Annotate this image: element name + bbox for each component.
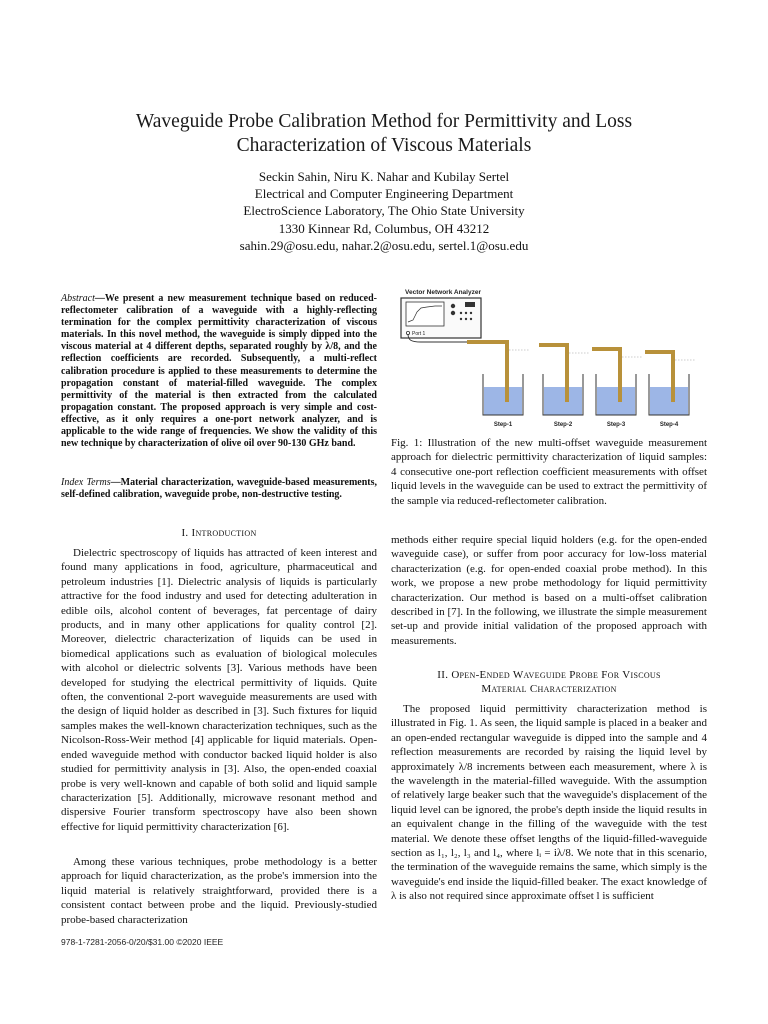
abstract: [61, 293, 377, 450]
figure-1: [391, 282, 707, 430]
section-1-heading: [61, 526, 377, 540]
measurement-steps: [467, 342, 695, 428]
liquid: [544, 387, 582, 415]
paper-title: [70, 110, 698, 158]
step-4: [645, 352, 695, 428]
vna-screen: [406, 302, 444, 326]
section-2-heading: [391, 668, 707, 697]
address: 1330 Kinnear Rd, Columbus, OH 43212: [278, 220, 490, 236]
author-names: Seckin Sahin, Niru K. Nahar and Kubilay Sertel: [258, 169, 510, 184]
liquid: [597, 387, 635, 415]
liquid: [650, 387, 688, 415]
index-terms: [61, 477, 377, 501]
copyright-footer: 978-1-7281-2056-0/20/$31.00 ©2020 IEEE: [61, 937, 224, 947]
step-label: Step-1: [493, 422, 513, 428]
step-1: [467, 342, 529, 428]
port-1-label: Port 1: [412, 331, 426, 337]
step-label: Step-2: [553, 422, 573, 428]
section-2-title-line-1: Open-Ended Waveguide Probe For Viscous: [451, 669, 661, 681]
emails: sahin.29@osu.edu, nahar.2@osu.edu, sertel.1@osu.edu: [239, 237, 529, 253]
intro-paragraph-1: Dielectric spectroscopy of liquids has attracted of keen interest and found many applications in food, agriculture, pharmaceutical and petroleum industries [1]. Dielectric analysis of liquids is particularly attractive for the food industry and used for detecting adulteration in edible oils, alcohol content of beverages, fat percentage of dairy products, and in many other applications for quality control [2]. Moreover, dielectric characterization of liquids can be used in biomedical applications such as evaluation of biological molecules with alcohol or dielectric solvents [3]. Various methods have been developed for studying the electrical permittivity of liquids. Quite often, the conventional 2-port waveguide measurements are used with the design of liquid holder as described in [3]. Such fixtures for liquid samples makes the well-known characterization techniques, such as the Nicolson-Ross-Weir method [4] applicable for liquid materials. Open-ended waveguide method with conductor backed liquid holder is also studied for permittivity analysis in [3]. Also, the open-ended coaxial probe is very well-known and capable of both solid and liquid sample characterization [5]. Additionally, microwave resonant method and dispersive Fourier transform spectroscopy have also been shown effective for liquid permittivity characterization [6].: [61, 547, 377, 833]
section-2-title-line-2: Material Characterization: [481, 683, 617, 696]
liquid: [484, 387, 522, 415]
vna-label: Vector Network Analyzer: [405, 289, 481, 296]
right-paragraph-continued: methods either require special liquid holders (e.g. for the open-ended waveguide case), or suffer from poor accuracy for low-loss material characterization (e.g. for open-ended coaxial probe method). In this work, we propose a new probe methodology for liquid permittivity characterization. Our method is based on a multi-offset calibration described in [7]. In the following, we illustrate the simple measurement set-up and provide initial validation of the proposed approach with measurements.: [391, 534, 707, 647]
section-2-paragraph-1: The proposed liquid permittivity characterization method is illustrated in Fig. 1. As seen, the liquid sample is placed in a beaker and an open-ended rectangular waveguide is dipped into the sample and 4 reflection measurements are recorded by raising the liquid level by approximately λ/8 increments between each measurement, where λ is the wavelength in the material-filled waveguide. With the assumption of relatively large beaker such that the waveguide's displacement of the liquid level can be ignored, the probe's depth inside the liquid results in an equivalent change in the filling of the waveguide with the test material. We denote these offset lengths of the liquid-filled-waveguide section as l₁, l₂, l₃ and l₄, where lᵢ = iλ/8. We note that in this scenario, the termination of the waveguide remains the same, which simply is the waveguide's end inside the liquid-filled beaker. The exact knowledge of λ is also not required since approximate offset l is sufficient: [391, 703, 707, 903]
section-1-number: I.: [181, 527, 189, 539]
title-line-2: Characterization of Viscous Materials: [236, 135, 532, 156]
title-line-1: Waveguide Probe Calibration Method for Permittivity and Loss: [135, 111, 633, 132]
index-terms-text: —Material characterization, waveguide-based measurements, self-defined calibration, waveguide probe, non-destructive testing.: [61, 477, 377, 501]
section-1-title: Introduction: [191, 527, 257, 539]
abstract-text: —We present a new measurement technique based on reduced-reflectometer calibration of a waveguide with a highly-reflecting termination for the complex permittivity characterization of viscous materials. In this novel method, the waveguide is simply dipped into the viscous material at 4 different depths, separated roughly by λ/8, and the reflection coefficients are recorded. Subsequently, a multi-reflect calibration procedure is applied to these measurements to determine the propagation constant of material-filled waveguide. The complex permittivity of the material is then extracted from the calculated propagation constant. The proposed approach is very simple and cost-effective, as it only requires a one-port network analyzer, and is applicable to the wide range of frequencies. We show the validity of this new technique by characterization of olive oil over 90-130 GHz band.: [61, 293, 377, 450]
section-2-number: II.: [437, 669, 449, 681]
index-terms-lead: Index Terms: [61, 477, 111, 488]
intro-paragraph-2: Among these various techniques, probe methodology is a better approach for liquid characterization, as the probe's immersion into the liquid material is relatively straightforward, provided there is a consistent contact between probe and the liquid. Previously-studied probe-based characterization: [61, 856, 377, 926]
figure-1-caption: Fig. 1: Illustration of the new multi-offset waveguide measurement approach for dielectric permittivity characterization of liquid samples: 4 consecutive one-port reflection coefficient measurements with offset liquid levels in the waveguide can be used to extract the permittivity of the sample via reduced-reflectometer calibration.: [391, 437, 707, 507]
abstract-lead: Abstract: [61, 293, 95, 304]
author-block: [100, 168, 668, 254]
figure-1-diagram: [391, 282, 707, 430]
step-label: Step-3: [606, 422, 626, 428]
affiliation-lab: ElectroScience Laboratory, The Ohio State University: [243, 203, 525, 219]
step-label: Step-4: [659, 422, 679, 428]
step-2: [539, 345, 589, 428]
step-3: [592, 349, 642, 428]
affiliation-department: Electrical and Computer Engineering Department: [254, 186, 514, 202]
